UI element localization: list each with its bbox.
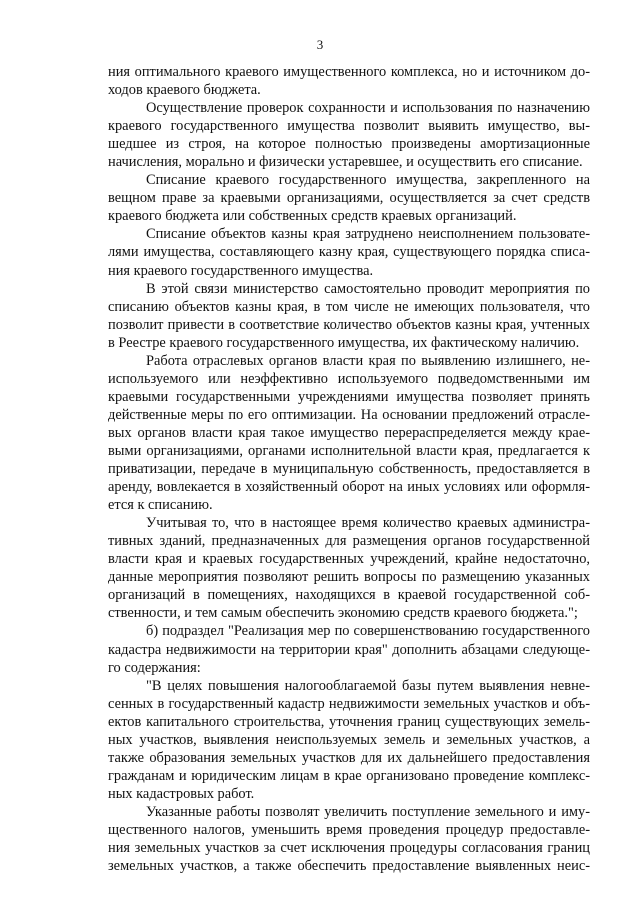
text-line: ственности, и тем самым обеспечить экономию средств краевого бюджета."; [108,605,578,622]
text-line: также образования земельных участков для их дальнейшего предоставления [108,749,590,766]
text-line: в Реестре краевого государственного имущества, их фактическому наличию. [108,334,580,351]
text-line: земельных участков, а также обеспечить предоставление выявленных неис- [108,858,590,875]
text-line: вых органов власти края такое имущество перераспределяется между крае- [108,424,590,441]
text-line: ных кадастровых работ. [108,785,255,802]
text-line: данные мероприятия позволяют решить вопросы по размещению указанных [108,569,590,586]
text-line: начисления, морально и физически устаревшее, и осуществить его списание. [108,154,583,171]
paragraph [108,352,590,514]
text-line: используемого или неэффективно используемого подведомственными им [108,370,590,387]
text-line: щественного налогов, уменьшить время проведения процедур предоставле- [108,821,590,838]
paragraph [108,99,590,171]
text-line: списанию объектов казны края, в том числе не имеющих пользователя, что [108,298,590,315]
text-line: б) подраздел "Реализация мер по совершенствованию государственного [146,623,590,640]
page-number: 3 [316,37,324,52]
text-line: лями имущества, составляющего казну края, существующего порядка списа- [108,244,590,261]
text-line: ектов капитального строительства, уточнения границ существующих земель- [108,713,590,730]
text-line: Списание объектов казны края затруднено неисполнением пользовате- [146,226,590,243]
text-line: ных участков, выявления неиспользуемых земель и земельных участков, а [108,731,590,748]
text-line: ния оптимального краевого имущественного комплекса, но и источником до- [108,64,590,80]
text-line: ется к списанию. [108,497,213,514]
text-line: действенные меры по его оптимизации. На основании предложений отрасле- [108,406,590,423]
text-line: го содержания: [108,659,201,676]
text-line: Учитывая то, что в настоящее время количество краевых администра- [146,515,590,532]
text-line: краевыми государственными учреждениями имущества позволяет принять [108,388,590,405]
text-line: позволит привести в соответствие количество объектов казны края, учтенных [108,316,590,333]
text-line: Списание краевого государственного имущества, закрепленного на [146,172,590,189]
text-line: шедшее из строя, на которое полностью произведены амортизационные [108,136,590,153]
paragraph [108,63,590,99]
text-line: кадастра недвижимости на территории края" дополнить абзацами следующе- [108,641,590,658]
text-line: ния земельных участков за счет исключения процедуры согласования границ [108,840,590,857]
text-line: приватизации, передаче в муниципальную собственность, предоставляется в [108,461,590,478]
paragraph [108,514,590,622]
document-body [108,63,590,875]
paragraph [108,225,590,279]
text-line: "В целях повышения налогооблагаемой базы путем выявления невне- [146,677,590,694]
text-line: краевого бюджета или собственных средств краевых организаций. [108,208,517,225]
text-line: Указанные работы позволят увеличить поступление земельного и иму- [146,803,590,820]
text-line: тивных зданий, предназначенных для размещения органов государственной [108,533,590,550]
paragraph [108,803,590,875]
text-line: власти края и краевых государственных учреждений, крайне недостаточно, [108,551,590,568]
paragraph [108,171,590,225]
paragraph [108,622,590,676]
text-line: вещном праве за краевыми организациями, осуществляется за счет средств [108,190,590,207]
text-line: сенных в государственный кадастр недвижимости земельных участков и объ- [108,695,590,712]
text-line: ния краевого государственного имущества. [108,262,374,279]
text-line: аренду, вовлекается в хозяйственный оборот на иных условиях или оформля- [108,479,590,496]
text-line: В этой связи министерство самостоятельно проводит мероприятия по [146,280,590,297]
text-line: организаций в помещениях, находящихся в краевой государственной соб- [108,587,590,604]
text-line: краевого государственного имущества позволит выявить имущество, вы- [108,118,590,135]
paragraph [108,677,590,803]
text-line: гражданам и юридическим лицам в крае организовано проведение комплекс- [108,767,590,784]
text-line: Осуществление проверок сохранности и использования по назначению [146,100,590,117]
text-line: выми организациями, органами исполнительной власти края, предлагается к [108,442,590,459]
text-line: ходов краевого бюджета. [108,82,261,99]
text-line: Работа отраслевых органов власти края по выявлению излишнего, не- [146,352,590,369]
paragraph [108,280,590,352]
